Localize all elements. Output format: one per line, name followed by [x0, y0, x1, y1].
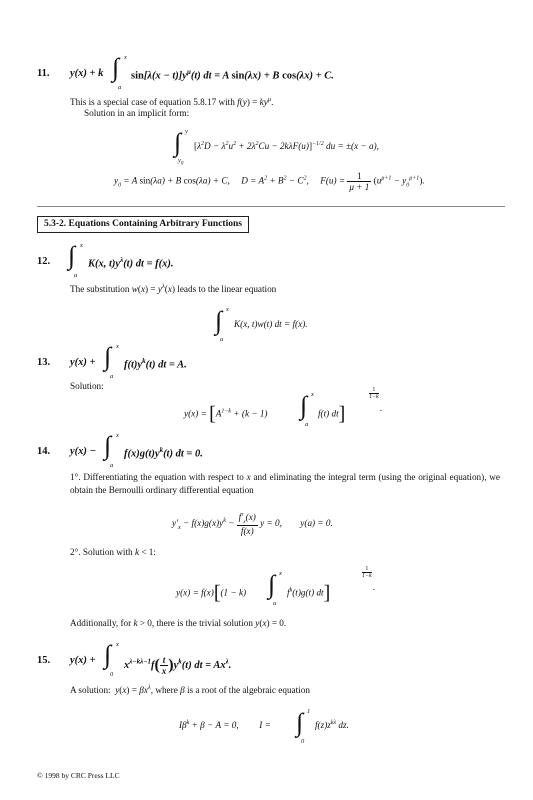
- equation-number: 13.: [37, 357, 51, 368]
- equation-formula: y(x) +: [70, 655, 96, 666]
- section-divider: [37, 206, 505, 207]
- additional-note: Additionally, for k > 0, there is the trivial solution y(x) = 0.: [70, 618, 287, 628]
- linear-equation: K(x, t)w(t) dt = f(x).: [234, 319, 308, 329]
- equation-number: 12.: [37, 256, 51, 267]
- algebraic-equation: $I\beta^k + \beta - A = 0$, I =: [179, 720, 271, 731]
- copyright-footer: © 1998 by CRC Press LLC: [37, 771, 120, 780]
- equation-text: A solution: $y(x) = \beta x^\lambda$, where β is a root of the algebraic equation: [70, 684, 310, 696]
- solution-intro: Solution in an implicit form:: [84, 108, 190, 118]
- equation-note: This is a special case of equation 5.8.17 with $f(y) = ky^\mu$.: [70, 96, 274, 108]
- definitions: $y_0 = A$ sin(λa) + B cos(λa) + C, $D = A^2 + B^2 - C^2$, F(u) = $\frac{1}{\mu + 1}$ $(u^{\mu+1} - y_0^{\mu+1})$.: [114, 171, 425, 192]
- solution-formula: $y(x) = [A^{1-k} + (k - 1)$: [184, 403, 268, 425]
- solution-formula: y(x) = f(x)[(1 − k): [176, 582, 247, 604]
- paragraph-1: 1°. Differentiating the equation with respect to x and eliminating the integral term (using the original equation), we obtain the Bernoulli ordinary differential equation: [70, 472, 500, 495]
- equation-formula: y(x) + k: [70, 68, 104, 79]
- equation-number: 11.: [37, 68, 50, 79]
- paragraph-2: 2°. Solution with k < 1:: [70, 547, 156, 557]
- equation-formula: K(x, $t)y^\lambda(t)$ dt = f(x).: [88, 256, 174, 270]
- solution-label: Solution:: [70, 381, 104, 391]
- page: 11. y(x) + k ∫ x a $\sin[\lambda(x - t)]y^\mu(t)$ dt = A sin(λx) + B cos(λx) + C. This is a special case of equation 5.8.17 with $f(y) = ky^\mu$. Solution in an implicit form: ∫ y $y_0$ $[\lambda^2D - \lambda^2u^2 + 2\lambda^2Cu - 2k\lambda F(u)]^{-1/2}$ du = ±(x − a), $y_0 = A$ sin(λa) + B cos(λa) + C, $D = A^2 + B^2 - C^2$, F(u) = $\frac{1}{\mu + 1}$ $(u^{\mu+1} - y_0^{\mu+1})$. 5.3-2. Equations Containing Arbitrary Functions 12. ∫ x a K(x, $t)y^\lambda(t)$ dt = f(x). The substitution $w(x) = y^\lambda(x)$ leads to the linear equation ∫ x a K(x, t)w(t) dt = f(x). 13. y(x) + ∫ x a $f(t)y^k(t)$ dt = A. Solution: $y(x) = [A^{1-k} + (k - 1)$ ∫ x a f(t) dt] 1 1−k . 14. y(x) − ∫ x a $f(x)g(t)y^k(t)$ dt = 0. 1°. Differentiating the equation with respect to x and eliminating the integral term (using the original equation), we obtain the Bernoulli ordinary differential equation $y'_x - f(x)g(x)y^k$ − $\frac{f'_x(x)}{f(x)}$ y = 0, y(a) = 0. 2°. Solution with k < 1: y(x) = f(x)[(1 − k) ∫ x a $f^k(t)g(t)$ dt] 1 1−k . Additionally, for k > 0, there is the trivial solution y(x) = 0. 15. y(x) + ∫ x 0 $x^{\lambda-k\lambda-1}f$( $\frac{t}{x}$ )$y^k(t)$ dt = $Ax^\lambda$. A solution: $y(x) = \beta x^\lambda$, where β is a root of the algebraic equation $I\beta^k + \beta - A = 0$, I = ∫ 1 0 $f(z)z^{k\lambda}$ dz. © 1998 by CRC Press LLC: [0, 0, 533, 800]
- equation-number: 15.: [37, 655, 51, 666]
- section-title: 5.3-2. Equations Containing Arbitrary Functions: [37, 216, 249, 233]
- implicit-solution: $[\lambda^2D - \lambda^2u^2 + 2\lambda^2Cu - 2k\lambda F(u)]^{-1/2}$ du = ±(x − a),: [194, 141, 379, 152]
- equation-formula: y(x) +: [70, 357, 96, 368]
- equation-formula: y(x) −: [70, 446, 96, 457]
- equation-number: 14.: [37, 446, 51, 457]
- bernoulli-equation: $y'_x - f(x)g(x)y^k$ − $\frac{f'_x(x)}{f(x)}$ y = 0, y(a) = 0.: [172, 512, 333, 536]
- integral-sign: ∫: [112, 53, 120, 82]
- equation-text: The substitution $w(x) = y^\lambda(x)$ leads to the linear equation: [70, 283, 277, 295]
